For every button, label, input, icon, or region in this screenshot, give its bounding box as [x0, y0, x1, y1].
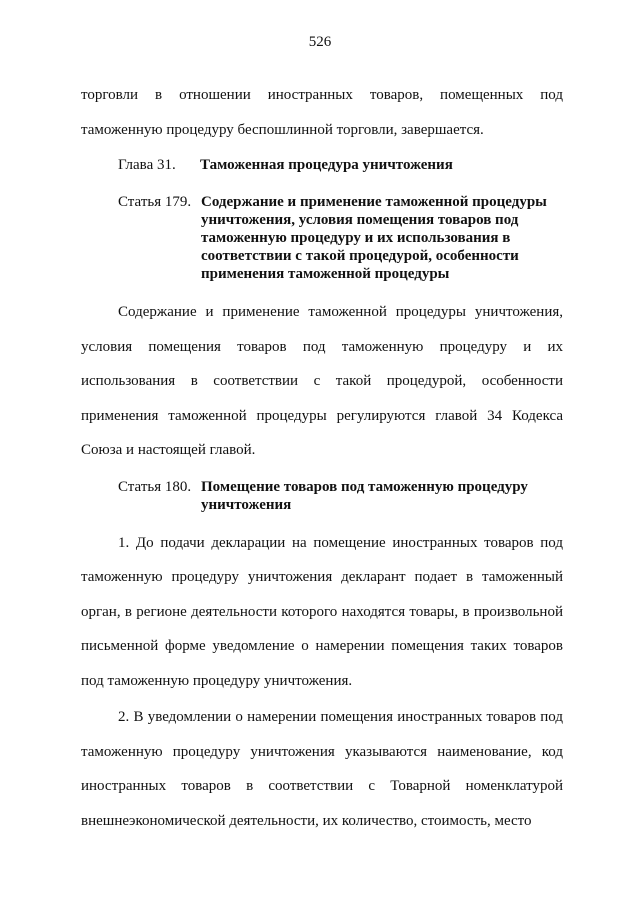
chapter-heading: [118, 156, 563, 174]
chapter-title: Таможенная процедура уничтожения: [200, 157, 453, 173]
chapter-label: Глава 31.: [118, 157, 176, 173]
article-180-paragraph-2: 2. В уведомлении о намерении помещения иностранных товаров под таможенную процедуру уничтожения указываются наименование, код иностранных товаров в соответствии с Товарной номенклатурой внешнеэкономической деятельности, их количество, стоимость, место: [81, 709, 563, 829]
article-179-heading: [118, 193, 563, 283]
article-179-paragraph: Содержание и применение таможенной процедуры уничтожения, условия помещения товаров под таможенную процедуру и их использования в соответствии с такой процедурой, особенности применения таможенной процедуры регулируются главой 34 Кодекса Союза и настоящей главой.: [81, 304, 563, 458]
page-content: [81, 78, 563, 838]
article-180-paragraph-1: 1. До подачи декларации на помещение иностранных товаров под таможенную процедуру уничтожения декларант подает в таможенный орган, в регионе деятельности которого находятся товары, в произвольной письменной форме уведомление о намерении помещения таких товаров под таможенную процедуру уничтожения.: [81, 534, 563, 689]
article-179-title: Содержание и применение таможенной процедуры уничтожения, условия помещения товаров под таможенную процедуру и их использования в соответствии с такой процедурой, особенности применения таможенной процедуры: [201, 194, 547, 282]
article-180-title: Помещение товаров под таможенную процедуру уничтожения: [201, 478, 528, 513]
article-180-heading: [118, 478, 563, 514]
page-number: 526: [308, 34, 332, 50]
intro-paragraph: торговли в отношении иностранных товаров, помещенных под таможенную процедуру беспошлинной торговли, завершается.: [81, 87, 563, 138]
article-179-label: Статья 179.: [118, 194, 192, 210]
article-180-label: Статья 180.: [118, 478, 192, 495]
